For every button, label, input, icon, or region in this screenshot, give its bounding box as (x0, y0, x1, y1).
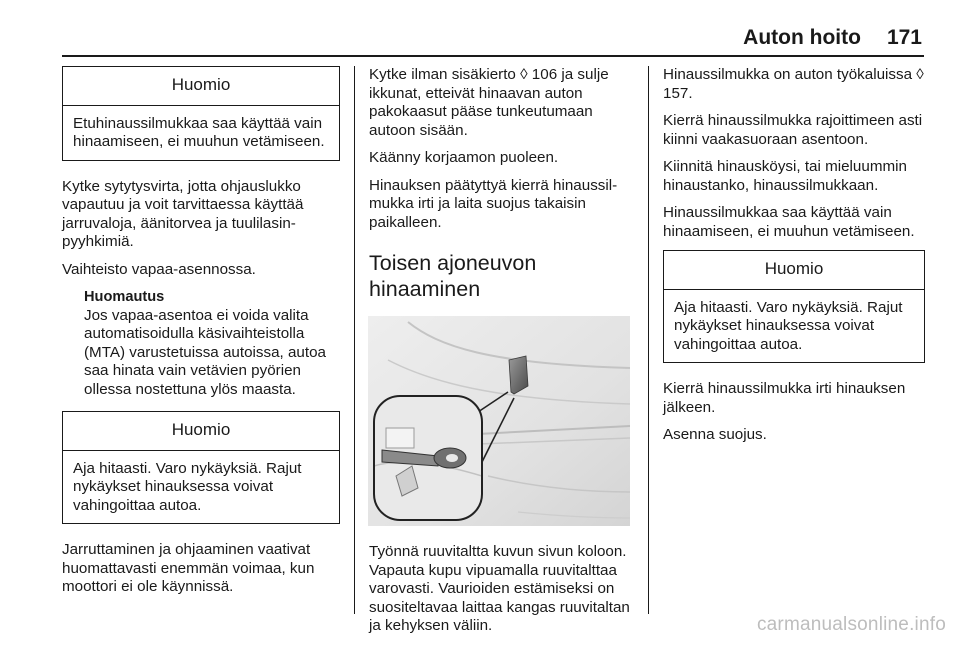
column-divider (354, 66, 355, 614)
page-header (743, 26, 922, 50)
notice-body: Etuhinaussilmukkaa saa käyttää vain hinaamiseen, ei muuhun vetämiseen. (73, 114, 325, 150)
paragraph: Jarruttaminen ja ohjaaminen vaativat huomattavasti enemmän voimaa, kun moottori ei ole käynnissä. (62, 541, 315, 595)
note-block (62, 288, 340, 399)
paragraph: Käänny korjaamon puoleen. (369, 149, 559, 166)
paragraph: Hinauksen päätyttyä kierrä hinaussilmukka irti ja laita suojus takaisin paikalleen. (369, 176, 618, 231)
column-left (62, 66, 340, 606)
notice-body: Aja hitaasti. Varo nykäyksiä. Rajut nykäykset hinauksessa voivat vahingoittaa autoa. (73, 459, 302, 514)
notice-box (62, 411, 340, 524)
notice-title: Huomio (63, 412, 339, 451)
notice-title: Huomio (63, 67, 339, 106)
note-title: Huomautus (84, 289, 165, 305)
notice-body: Aja hitaasti. Varo nykäyksiä. Rajut nykäykset hinauksessa voivat vahingoittaa autoa. (674, 298, 903, 353)
page-number: 171 (886, 26, 922, 49)
paragraph: Työnnä ruuvitaltta kuvun sivun koloon. Vapauta kupu vipuamalla ruuvitalttaa varovasti. Vaurioiden estämiseksi on suositeltavaa laittaa kangas ruuvitaltan ja kehyksen väliin. (369, 543, 630, 634)
notice-box (62, 66, 340, 161)
paragraph: Asenna suojus. (663, 426, 767, 443)
section-heading: Toisen ajoneuvon hinaaminen (369, 251, 537, 301)
paragraph: Vaihteisto vapaa-asennossa. (62, 260, 256, 278)
notice-title: Huomio (664, 251, 924, 290)
column-divider (648, 66, 649, 614)
paragraph: Hinaussilmukkaa saa käyttää vain hinaamiseen, ei muuhun vetämiseen. (663, 204, 915, 240)
notice-box (663, 250, 925, 363)
header-rule (62, 55, 924, 57)
paragraph: Kierrä hinaussilmukka irti hinauksen jälkeen. (663, 380, 906, 416)
paragraph: Hinaussilmukka on auton työkaluissa ◊ 157. (663, 66, 924, 102)
column-middle (369, 66, 635, 645)
watermark: carmanualsonline.info (756, 614, 946, 635)
paragraph: Kiinnitä hinausköysi, tai mieluummin hinaustanko, hinaussilmukkaan. (663, 158, 907, 194)
tow-eye-cover-illustration (368, 316, 630, 526)
section-title: Auton hoito (743, 26, 861, 49)
paragraph: Kytke ilman sisäkierto ◊ 106 ja sulje ikkunat, etteivät hinaavan auton pakokaasut pääse tunkeutumaan autoon sisään. (369, 66, 609, 139)
paragraph: Kierrä hinaussilmukka rajoittimeen asti kiinni vaakasuoraan asentoon. (663, 112, 923, 148)
column-right (663, 66, 925, 454)
note-body: Jos vapaa-asentoa ei voida valita automatisoidulla käsivaihteistolla (MTA) varustetuissa autoissa, autoa saa hinata vain vetävien pyörien ollessa nostettuna ylös maasta. (84, 306, 326, 398)
paragraph: Kytke sytytysvirta, jotta ohjauslukko vapautuu ja voit tarvittaessa käyttää jarruvaloja, äänitorvea ja tuulilasinpyyhkimiä. (62, 177, 304, 250)
